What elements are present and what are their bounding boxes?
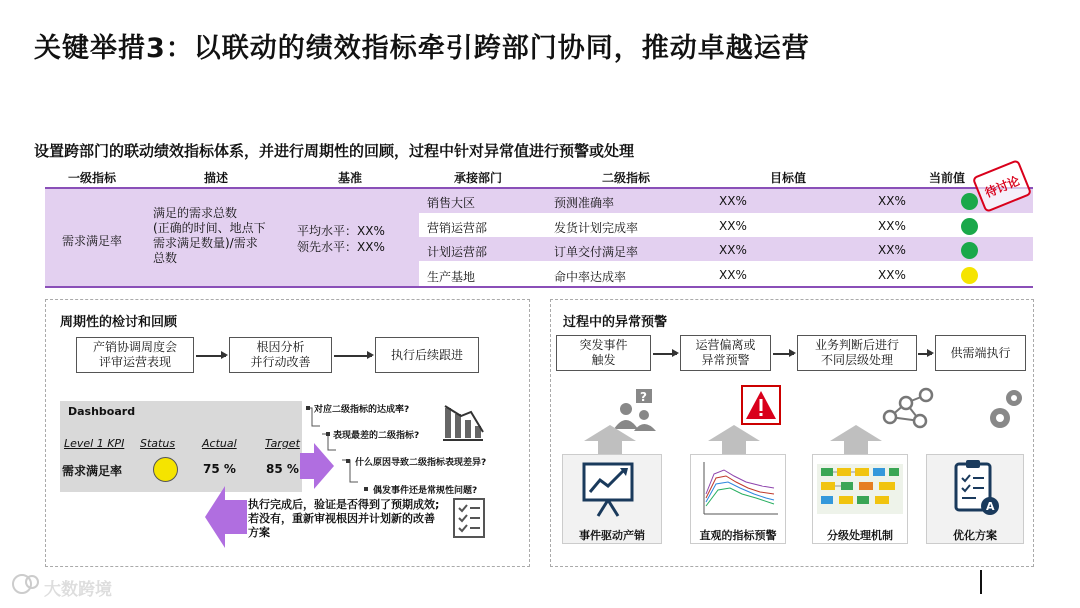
row2-target: XX%	[719, 219, 747, 233]
feature-label-3: 分级处理机制	[827, 529, 893, 542]
row3-status-dot	[961, 242, 978, 259]
bullet	[326, 432, 330, 436]
row2-current: XX%	[878, 219, 906, 233]
watermark-logo-icon	[10, 572, 40, 596]
dashboard-col-status: Status	[140, 437, 176, 450]
warning-icon	[741, 385, 781, 425]
level1-kpi: 需求满足率	[62, 234, 123, 248]
row4-current: XX%	[878, 268, 906, 282]
feature-label-4: 优化方案	[953, 529, 997, 542]
arrow-1	[196, 355, 226, 357]
col-header-level1: 一级指标	[68, 171, 117, 185]
dashboard-label: Dashboard	[68, 405, 136, 418]
level1-baseline: 平均水平：XX% 领先水平：XX%	[297, 224, 385, 254]
col-header-dept: 承接部门	[454, 171, 503, 185]
row3-current: XX%	[878, 243, 906, 257]
page-title: 关键举措3：以联动的绩效指标牵引跨部门协同，推动卓越运营	[34, 33, 810, 64]
dashboard-kpi: 需求满足率	[62, 464, 123, 478]
arrow-3	[653, 353, 677, 355]
question-4: 偶发事件还是常规性问题?	[373, 486, 478, 496]
dashboard-actual: 75 %	[203, 462, 236, 476]
pending-discussion-stamp: 待讨论	[972, 159, 1033, 213]
watermark: 大数跨境	[44, 580, 112, 600]
bullet	[306, 406, 310, 410]
feedback-text: 执行完成后，验证是否得到了预期成效; 若没有，重新审视根因并计划新的改善 方案	[248, 498, 440, 539]
line-chart-thumbnail	[696, 458, 780, 520]
alert-panel-title: 过程中的异常预警	[563, 315, 668, 330]
svg-text:?: ?	[640, 390, 647, 404]
arrow-2	[334, 355, 372, 357]
flowchart-thumbnail	[815, 460, 905, 518]
row2-dept: 营销运营部	[427, 221, 488, 235]
col-header-current: 当前值	[929, 171, 966, 185]
svg-text:A: A	[986, 500, 995, 513]
question-3: 什么原因导致二级指标表现差异?	[355, 458, 487, 468]
up-arrow-2	[708, 425, 760, 441]
up-arrow-3	[830, 425, 882, 441]
dashboard-col-actual: Actual	[202, 437, 237, 450]
step-execution: 供需端执行	[935, 335, 1026, 371]
step-deviation-alert: 运营偏离或 异常预警	[680, 335, 771, 371]
dashboard-target: 85 %	[266, 462, 299, 476]
clipboard-checklist-icon	[952, 458, 1002, 520]
col-header-level2: 二级指标	[602, 171, 651, 185]
up-arrow-1	[584, 425, 636, 441]
up-arrow-1-stem	[598, 441, 622, 455]
row2-kpi: 发货计划完成率	[554, 221, 639, 235]
step-weekly-meeting: 产销协调周度会 评审运营表现	[76, 337, 194, 373]
row1-target: XX%	[719, 194, 747, 208]
up-arrow-3-stem	[844, 441, 868, 455]
bullet	[346, 459, 350, 463]
review-panel-title: 周期性的检讨和回顾	[60, 315, 178, 330]
feedback-arrow	[205, 486, 247, 548]
subtitle: 设置跨部门的联动绩效指标体系，并进行周期性的回顾，过程中针对异常值进行预警或处理	[34, 142, 635, 160]
row1-current: XX%	[878, 194, 906, 208]
gears-icon	[986, 386, 1028, 434]
row1-kpi: 预测准确率	[554, 196, 615, 210]
dashboard-col-target: Target	[265, 437, 300, 450]
bullet	[364, 487, 368, 491]
row1-status-dot	[961, 193, 978, 210]
step-tiered-handling: 业务判断后进行 不同层级处理	[797, 335, 917, 371]
question-1: 对应二级指标的达成率?	[314, 405, 410, 415]
footer-rule	[980, 570, 982, 594]
step-follow-up: 执行后续跟进	[375, 337, 479, 373]
dashboard-col-kpi: Level 1 KPI	[64, 437, 125, 450]
col-header-description: 描述	[204, 171, 229, 185]
checklist-icon	[452, 497, 488, 541]
row4-dept: 生产基地	[427, 270, 476, 284]
arrow-5	[918, 353, 932, 355]
step-root-cause: 根因分析 并行动改善	[229, 337, 332, 373]
feature-label-1: 事件驱动产销	[579, 529, 645, 542]
network-nodes-icon	[880, 385, 936, 431]
level1-description: 满足的需求总数 (正确的时间、地点下 需求满足数量)/需求 总数	[153, 206, 266, 265]
row4-kpi: 命中率达成率	[554, 270, 627, 284]
row3-target: XX%	[719, 243, 747, 257]
row4-status-dot	[961, 267, 978, 284]
presentation-chart-icon	[576, 460, 640, 520]
row3-dept: 计划运营部	[427, 245, 488, 259]
step-event-trigger: 突发事件 触发	[556, 335, 651, 371]
row3-kpi: 订单交付满足率	[554, 245, 639, 259]
col-header-target: 目标值	[770, 171, 807, 185]
table-bottom-rule	[45, 286, 1033, 288]
dashboard-status-dot	[153, 457, 178, 482]
up-arrow-2-stem	[722, 441, 746, 455]
row4-target: XX%	[719, 268, 747, 282]
row1-dept: 销售大区	[427, 196, 476, 210]
bar-chart-icon	[441, 402, 485, 442]
arrow-4	[773, 353, 794, 355]
row2-status-dot	[961, 218, 978, 235]
col-header-baseline: 基准	[338, 171, 363, 185]
feature-label-2: 直观的指标预警	[699, 529, 777, 542]
question-2: 表现最差的二级指标?	[333, 431, 420, 441]
